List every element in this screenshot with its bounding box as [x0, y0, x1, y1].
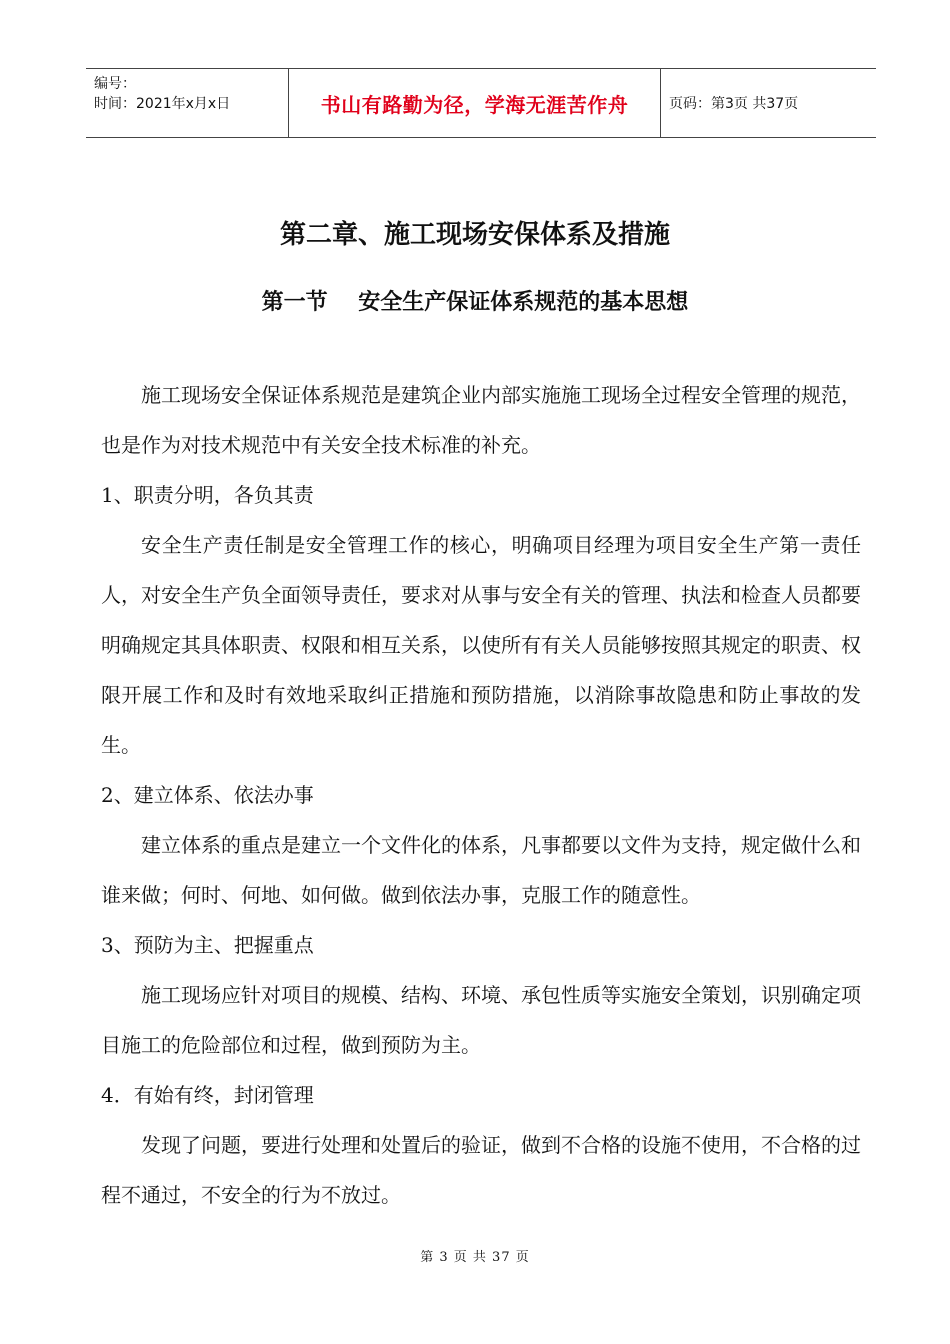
header-table [86, 68, 876, 138]
body-paragraph: 施工现场应针对项目的规模、结构、环境、承包性质等实施安全策划，识别确定项目施工的危险部位和过程，做到预防为主。 [101, 983, 861, 1057]
document-body [101, 370, 861, 1220]
body-paragraph: 建立体系的重点是建立一个文件化的体系，凡事都要以文件为支持，规定做什么和谁来做；何时、何地、如何做。做到依法办事，克服工作的随意性。 [101, 833, 861, 907]
body-heading: 1、职责分明，各负其责 [101, 483, 314, 507]
body-heading: 3、预防为主、把握重点 [101, 933, 314, 957]
time-label: 时间：2021年x月x日 [94, 96, 231, 112]
header-meta [86, 69, 288, 137]
header-motto: 书山有路勤为径，学海无涯苦作舟 [288, 69, 661, 137]
header-page-label: 页码：第3页 共37页 [669, 96, 799, 112]
body-heading: 4．有始有终，封闭管理 [101, 1083, 314, 1107]
body-paragraph: 安全生产责任制是安全管理工作的核心，明确项目经理为项目安全生产第一责任人，对安全生产负全面领导责任，要求对从事与安全有关的管理、执法和检查人员都要明确规定其具体职责、权限和相互关系，以使所有有关人员能够按照其规定的职责、权限开展工作和及时有效地采取纠正措施和预防措施，以消除事故隐患和防止事故的发生。 [101, 533, 861, 757]
number-label: 编号： [94, 76, 136, 92]
body-paragraph: 发现了问题，要进行处理和处置后的验证，做到不合格的设施不使用，不合格的过程不通过，不安全的行为不放过。 [101, 1133, 861, 1207]
page-footer: 第 3 页 共 37 页 [420, 1250, 530, 1265]
chapter-title: 第二章、施工现场安保体系及措施 [279, 220, 670, 250]
body-paragraph: 施工现场安全保证体系规范是建筑企业内部实施施工现场全过程安全管理的规范，也是作为对技术规范中有关安全技术标准的补充。 [101, 383, 861, 457]
body-heading: 2、建立体系、依法办事 [101, 783, 314, 807]
section-title: 第一节 安全生产保证体系规范的基本思想 [261, 290, 689, 315]
